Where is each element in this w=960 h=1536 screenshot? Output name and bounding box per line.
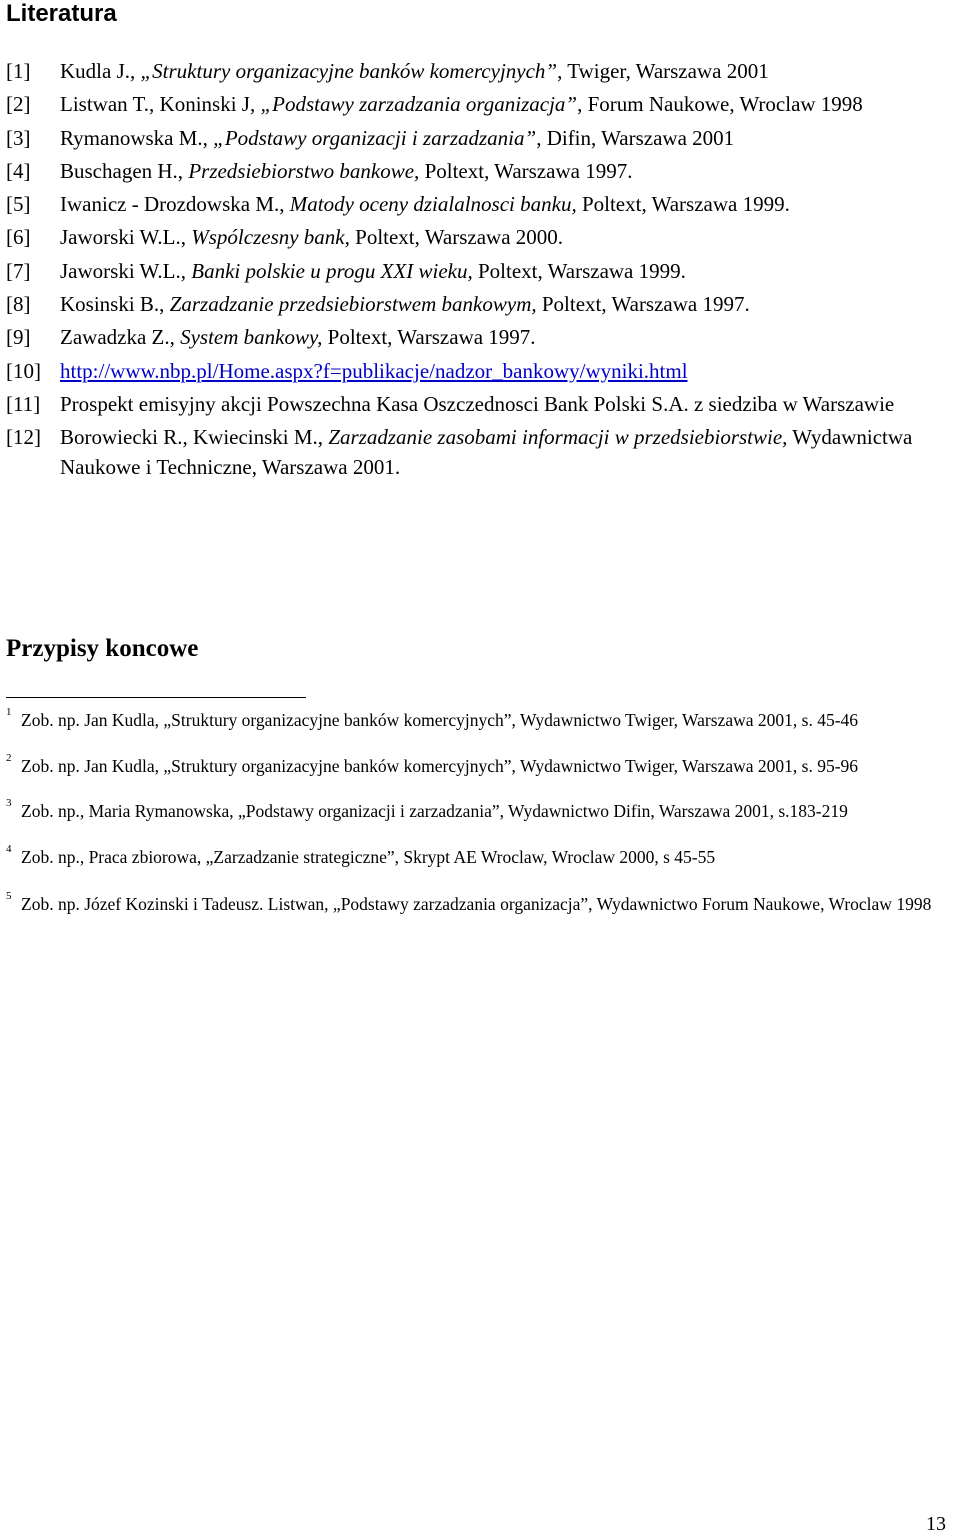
footnote-number: 4 bbox=[6, 842, 12, 855]
reference-publisher: Poltext, Warszawa 1997. bbox=[536, 291, 750, 316]
reference-publisher: Poltext, Warszawa 2000. bbox=[349, 225, 564, 250]
reference-number: [3] bbox=[6, 125, 31, 150]
reference-number: [5] bbox=[6, 192, 31, 217]
footnote-separator bbox=[6, 697, 306, 698]
reference-authors: Jaworski W.L., bbox=[60, 225, 192, 250]
reference-authors: Rymanowska M., bbox=[60, 125, 214, 150]
reference-authors: Iwanicz - Drozdowska M., bbox=[60, 192, 290, 217]
footnotes-heading: Przypisy koncowe bbox=[6, 635, 199, 662]
footnote-item bbox=[0, 892, 960, 918]
footnote-list bbox=[0, 708, 960, 918]
reference-number: [9] bbox=[6, 325, 31, 350]
page-number: 13 bbox=[926, 1513, 946, 1535]
reference-item bbox=[0, 390, 956, 420]
reference-number: [11] bbox=[6, 391, 41, 416]
reference-title: System bankowy, bbox=[180, 325, 323, 350]
footnote-item bbox=[0, 799, 960, 825]
reference-title: Zarzadzanie zasobami informacji w przedsiebiorstwie, bbox=[328, 425, 788, 450]
reference-number: [4] bbox=[6, 158, 31, 183]
reference-publisher: Poltext, Warszawa 1999. bbox=[576, 192, 790, 217]
reference-number: [8] bbox=[6, 291, 31, 316]
reference-number: [2] bbox=[6, 92, 31, 117]
footnote-text: Zob. np., Maria Rymanowska, „Podstawy organizacji i zarzadzania”, Wydawnictwo Difin, Warszawa 2001, s.183-219 bbox=[21, 801, 848, 821]
footnote-text: Zob. np., Praca zbiorowa, „Zarzadzanie strategiczne”, Skrypt AE Wroclaw, Wroclaw 2000, s 45-55 bbox=[21, 846, 716, 867]
reference-item bbox=[0, 223, 956, 253]
reference-item bbox=[0, 257, 956, 287]
reference-authors: Listwan T., Koninski J, bbox=[60, 92, 261, 117]
reference-title: Wspólczesny bank, bbox=[191, 225, 350, 250]
reference-authors: Jaworski W.L., bbox=[60, 258, 192, 283]
reference-publisher: , Forum Naukowe, Wroclaw 1998 bbox=[577, 92, 863, 117]
reference-publisher: , Twiger, Warszawa 2001 bbox=[557, 59, 769, 83]
reference-list bbox=[0, 57, 960, 486]
footnote-text: Zob. np. Jan Kudla, „Struktury organizacyjne banków komercyjnych”, Wydawnictwo Twiger, Warszawa 2001, s. 45-46 bbox=[21, 710, 859, 730]
reference-title: „Podstawy organizacji i zarzadzania” bbox=[213, 125, 537, 150]
footnote-number: 3 bbox=[6, 797, 12, 809]
reference-number: [12] bbox=[6, 425, 41, 450]
page-heading: Literatura bbox=[6, 0, 117, 27]
reference-item bbox=[0, 90, 956, 120]
reference-publisher: Wydawnictwa Naukowe i Techniczne, Warszawa 2001. bbox=[60, 425, 913, 479]
reference-item bbox=[0, 290, 956, 320]
reference-link[interactable]: http://www.nbp.pl/Home.aspx?f=publikacje/nadzor_bankowy/wyniki.html bbox=[60, 358, 688, 383]
reference-item bbox=[0, 57, 956, 87]
reference-publisher: , Difin, Warszawa 2001 bbox=[536, 125, 735, 150]
reference-authors: Borowiecki R., Kwiecinski M., bbox=[60, 425, 329, 450]
reference-title: Zarzadzanie przedsiebiorstwem bankowym, bbox=[169, 291, 537, 316]
reference-publisher: Poltext, Warszawa 1997. bbox=[419, 158, 633, 183]
footnote-number: 1 bbox=[6, 706, 12, 718]
reference-number: [7] bbox=[6, 258, 31, 283]
reference-title: Banki polskie u progu XXI wieku, bbox=[191, 258, 473, 283]
reference-authors: Kosinski B., bbox=[60, 291, 170, 316]
reference-title: Przedsiebiorstwo bankowe, bbox=[188, 158, 420, 183]
reference-title: „Struktury organizacyjne banków komercyjnych” bbox=[140, 59, 558, 83]
reference-item bbox=[0, 423, 956, 482]
reference-number: [10] bbox=[6, 358, 41, 383]
reference-title: „Podstawy zarzadzania organizacja” bbox=[260, 92, 578, 117]
reference-item bbox=[0, 357, 956, 387]
reference-authors: Kudla J., bbox=[60, 59, 141, 83]
reference-number: [6] bbox=[6, 225, 31, 250]
reference-item bbox=[0, 190, 956, 220]
reference-publisher: Poltext, Warszawa 1999. bbox=[472, 258, 686, 283]
footnote-text: Zob. np. Jan Kudla, „Struktury organizacyjne banków komercyjnych”, Wydawnictwo Twiger, Warszawa 2001, s. 95-96 bbox=[21, 755, 859, 776]
footnote-number: 5 bbox=[6, 890, 12, 902]
reference-authors: Buschagen H., bbox=[60, 158, 189, 183]
reference-item bbox=[0, 323, 956, 353]
footnote-item bbox=[0, 751, 960, 780]
footnote-item bbox=[0, 842, 960, 871]
reference-item bbox=[0, 124, 956, 154]
footnote-number: 2 bbox=[6, 751, 12, 764]
reference-item bbox=[0, 157, 956, 187]
reference-authors: Zawadzka Z., bbox=[60, 325, 181, 350]
footnote-item bbox=[0, 708, 960, 734]
reference-number: [1] bbox=[6, 59, 31, 83]
footnote-text: Zob. np. Józef Kozinski i Tadeusz. Listwan, „Podstawy zarzadzania organizacja”, Wydawnictwo Forum Naukowe, Wroclaw 1998 bbox=[21, 894, 932, 914]
reference-title: Matody oceny dzialalnosci banku, bbox=[289, 192, 577, 217]
reference-text: Prospekt emisyjny akcji Powszechna Kasa Oszczednosci Bank Polski S.A. z siedziba w Warszawie bbox=[60, 391, 895, 416]
reference-publisher: Poltext, Warszawa 1997. bbox=[322, 325, 536, 350]
